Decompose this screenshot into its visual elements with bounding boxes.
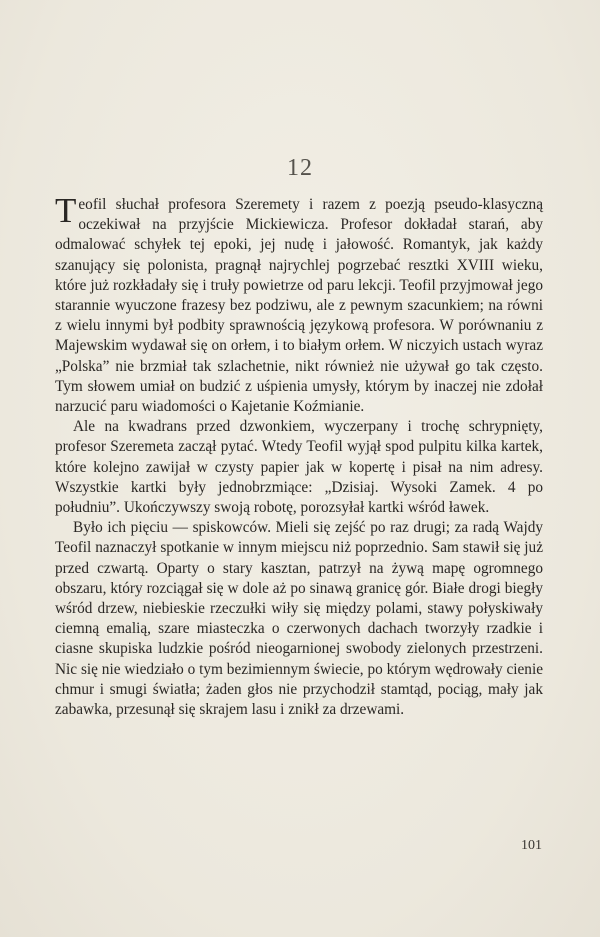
paragraph-2: Ale na kwadrans przed dzwonkiem, wyczerpany i trochę schrypnięty, profesor Szeremeta zaczął pytać. Wtedy Teofil wyjął spod pulpitu kilka kartek, które kolejno zawijał w czysty papier jak w kopertę i pisał na nim adresy. Wszystkie kartki były jednobrzmiące: „Dzisiaj. Wysoki Zamek. 4 po południu”. Ukończywszy swoją robotę, porozsyłał kartki wśród ławek. xyxy=(55,418,543,517)
drop-initial: T xyxy=(55,191,77,230)
paragraph-3: Było ich pięciu — spiskowców. Mieli się zejść po raz drugi; za radą Wajdy Teofil naznaczył spotkanie w innym miejscu niż poprzednio. Sam stawił się już przed czwartą. Oparty o stary kasztan, patrzył na żywą mapę ogromnego obszaru, który rozciągał się w dole aż po sinawą granicę gór. Białe drogi biegły wśród drzew, niebieskie rzeczułki wiły się między polami, stawy połyskiwały ciemną emalią, szare miasteczka o czerwonych dachach tworzyły rzadkie i ciasne skupiska ludzkie pośród nieogarnionej swobody zielonych przestrzeni. Nic się nie wiedziało o tym bezimiennym świecie, po którym wędrowały cienie chmur i smugi światła; żaden głos nie przychodził stamtąd, pociąg, mały jak zabawka, przesunął się skrajem lasu i znikł za drzewami. xyxy=(55,519,543,719)
paragraph-1-text: eofil słuchał profesora Szeremety i razem z poezją pseudo-klasyczną oczekiwał na przyjście Mickiewicza. Profesor dokładał starań, aby odmalować schyłek tej epoki, jej nudę i jałowość. Romantyk, jak każdy szanujący się polonista, pragnął najrychlej pogrzebać resztki XVIII wieku, które już rozkładały się i truły powietrze od paru lekcji. Teofil przyjmował jego starannie wyuczone frazesy bez podziwu, ale z pewnym szacunkiem; na równi z wielu innymi był podbity sprawnością językową profesora. W porównaniu z Majewskim wydawał się on orłem, i to białym orłem. W niczyich ustach wyraz „Polska” nie brzmiał tak szlachetnie, nikt również nie używał go tak często. Tym słowem umiał on budzić z uśpienia umysły, którym by inaczej nie zdołał narzucić paru wiadomości o Kajetanie Koźmianie. xyxy=(55,196,543,416)
chapter-number: 12 xyxy=(287,155,313,181)
page-number: 101 xyxy=(521,838,542,853)
paragraph-1 xyxy=(55,191,543,417)
body-text xyxy=(55,191,543,720)
